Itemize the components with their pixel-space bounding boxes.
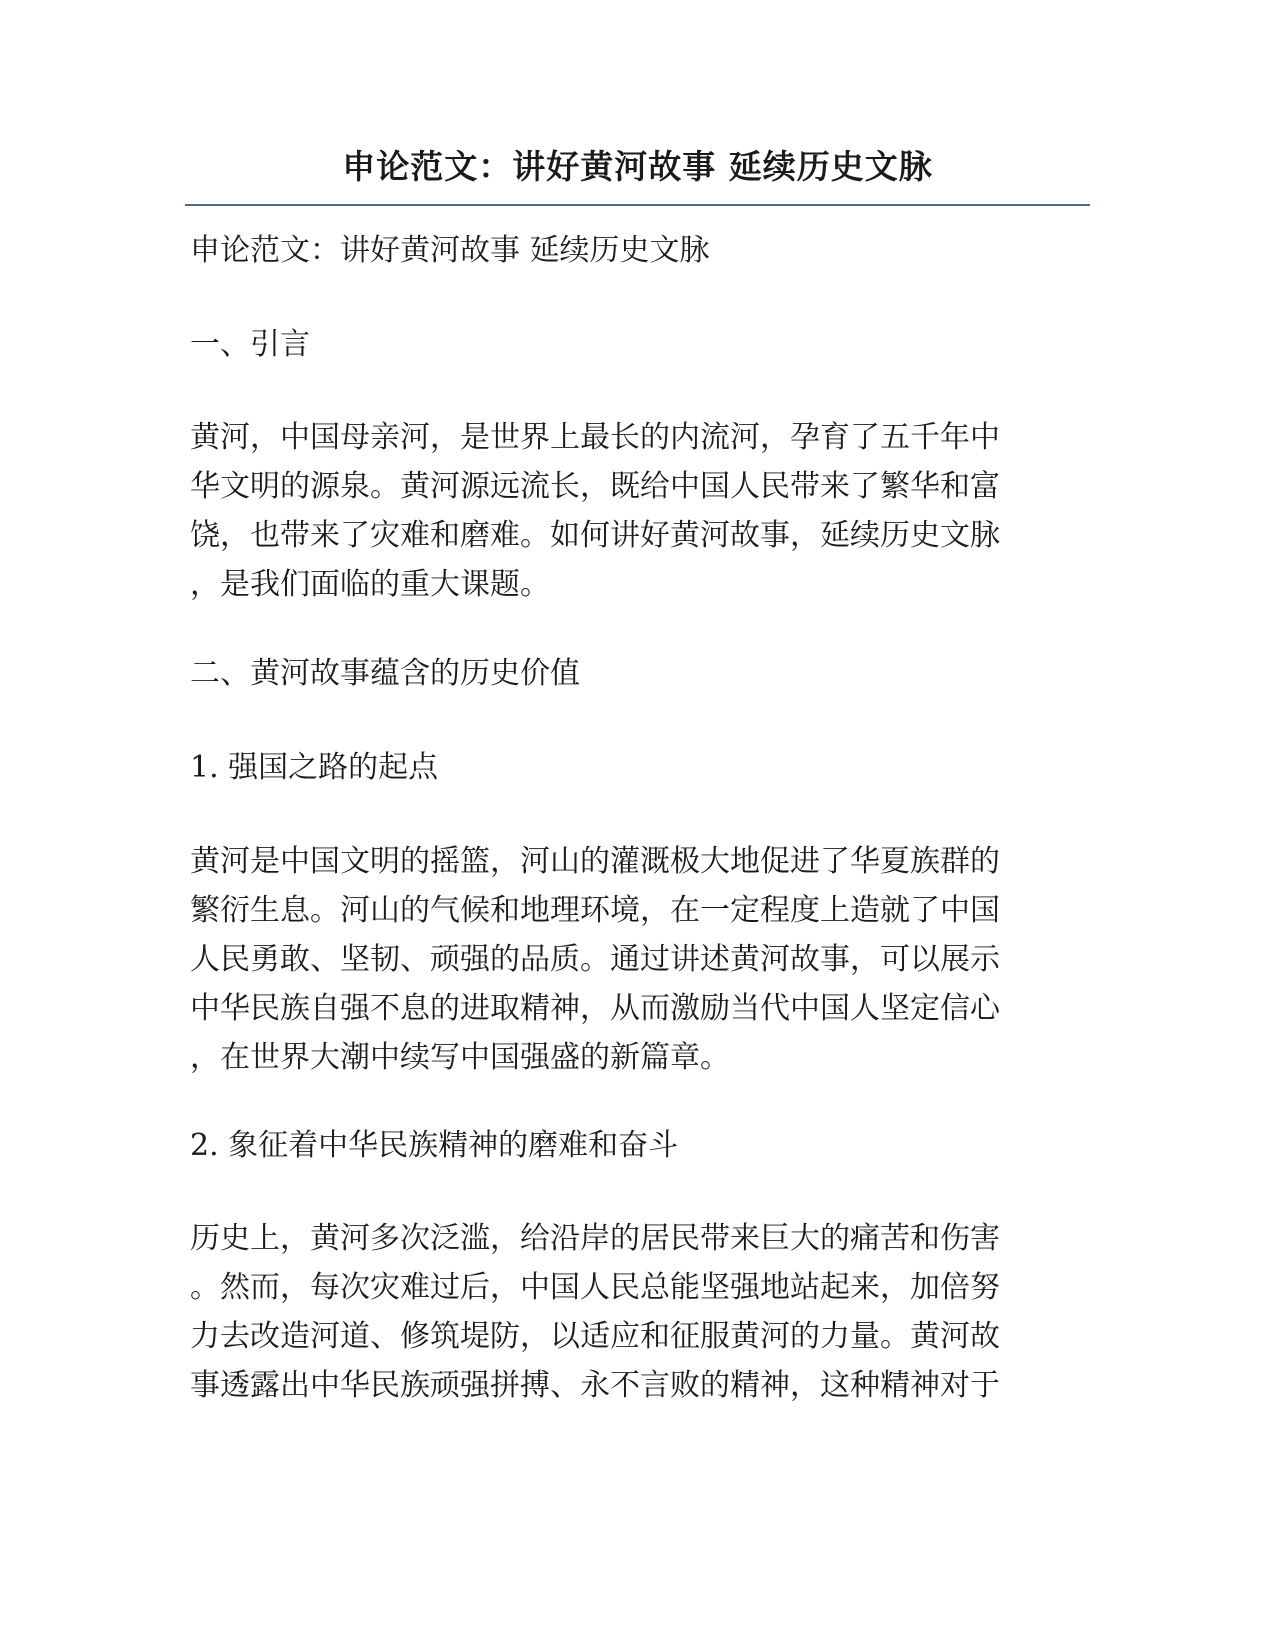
title-underline <box>185 204 1090 206</box>
value-heading: 二、黄河故事蕴含的历史价值 <box>190 656 580 691</box>
paragraph-line: 历史上，黄河多次泛滥，给沿岸的居民带来巨大的痛苦和伤害 <box>190 1221 1000 1256</box>
paragraph-line: 人民勇敢、坚韧、顽强的品质。通过讲述黄河故事，可以展示 <box>190 942 1000 977</box>
paragraph-line: 。然而，每次灾难过后，中国人民总能坚强地站起来，加倍努 <box>190 1270 1000 1305</box>
point1-heading: 1. 强国之路的起点 <box>190 750 439 785</box>
subtitle-line: 申论范文：讲好黄河故事 延续历史文脉 <box>190 233 710 268</box>
document-title: 申论范文：讲好黄河故事 延续历史文脉 <box>342 147 933 186</box>
paragraph-line: 黄河是中国文明的摇篮，河山的灌溉极大地促进了华夏族群的 <box>190 844 1000 879</box>
paragraph-line: 饶，也带来了灾难和磨难。如何讲好黄河故事，延续历史文脉 <box>190 518 1000 553</box>
point2-paragraph <box>190 1214 1085 1410</box>
paragraph-line: ，是我们面临的重大课题。 <box>190 567 550 602</box>
paragraph-line: 中华民族自强不息的进取精神，从而激励当代中国人坚定信心 <box>190 991 1000 1026</box>
paragraph-line: 华文明的源泉。黄河源远流长，既给中国人民带来了繁华和富 <box>190 469 1000 504</box>
paragraph-line: 事透露出中华民族顽强拼搏、永不言败的精神，这种精神对于 <box>190 1368 1000 1403</box>
intro-heading: 一、引言 <box>190 327 310 362</box>
point2-heading: 2. 象征着中华民族精神的磨难和奋斗 <box>190 1128 679 1163</box>
paragraph-line: 力去改造河道、修筑堤防，以适应和征服黄河的力量。黄河故 <box>190 1319 1000 1354</box>
paragraph-line: 繁衍生息。河山的气候和地理环境，在一定程度上造就了中国 <box>190 893 1000 928</box>
point1-paragraph <box>190 837 1085 1082</box>
intro-paragraph <box>190 413 1085 609</box>
paragraph-line: ，在世界大潮中续写中国强盛的新篇章。 <box>190 1040 730 1075</box>
paragraph-line: 黄河，中国母亲河，是世界上最长的内流河，孕育了五千年中 <box>190 420 1000 455</box>
